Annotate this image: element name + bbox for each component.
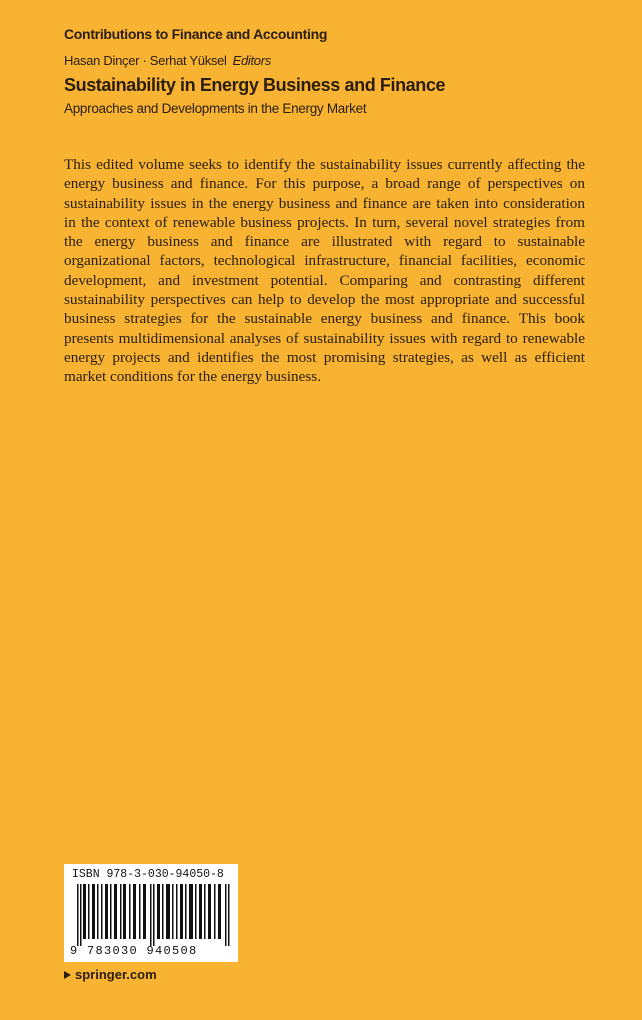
editors-role: Editors (232, 53, 271, 68)
editor-names: Hasan Dinçer · Serhat Yüksel (64, 53, 227, 68)
barcode-digits: 9 783030 940508 (70, 944, 198, 958)
isbn-label: ISBN 978-3-030-94050-8 (72, 868, 224, 881)
series-name: Contributions to Finance and Accounting (64, 26, 328, 42)
barcode-icon (77, 884, 231, 946)
publisher-link[interactable] (64, 967, 157, 982)
book-description: This edited volume seeks to identify the sustainability issues currently affecting the energy business and finance. For this purpose, a broad range of perspectives on sustainability issues in the energy business and finance are taken into consideration in the context of renewable business projects. In turn, several novel strategies from the energy business and finance are illustrated with regard to sustainable organizational factors, technological infrastructure, financial facilities, economic development, and investment potential. Comparing and contrasting different sustainability perspectives can help to develop the most appropriate and successful business strategies for the sustainable energy business and finance. This book presents multidimensional analyses of sustainability issues with regard to renewable energy projects and identifies the most promising strategies, as well as efficient market conditions for the energy business. (64, 156, 585, 386)
play-arrow-icon (64, 971, 71, 979)
publisher-link-text[interactable]: springer.com (75, 967, 157, 982)
isbn-barcode-box (64, 864, 238, 962)
editors-line (64, 53, 271, 68)
book-subtitle: Approaches and Developments in the Energy Market (64, 101, 367, 116)
book-title: Sustainability in Energy Business and Finance (64, 75, 446, 95)
